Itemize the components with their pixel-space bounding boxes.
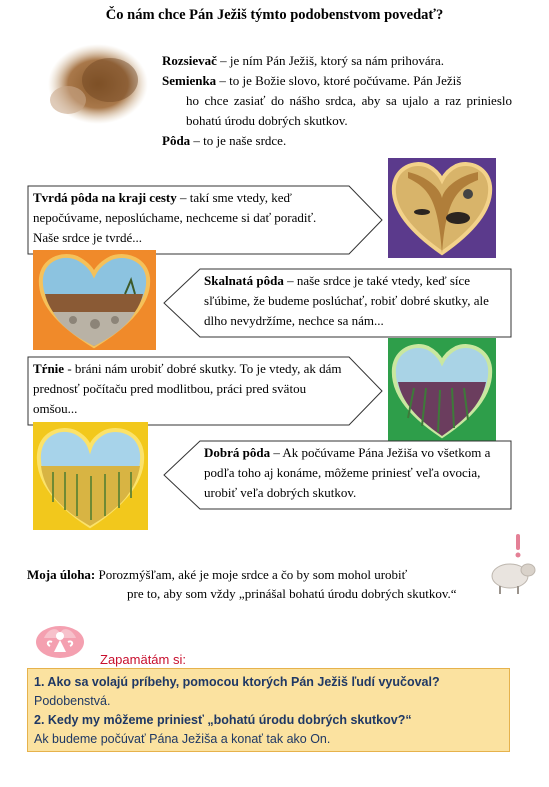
seeds-text-cont: ho chce zasiať do nášho srdca, aby sa ujalo a raz prinieslo bohatú úrodu dobrých skutkov. [186, 93, 512, 128]
sheep-icon [484, 532, 540, 596]
sower-term: Rozsievač [162, 53, 217, 68]
bubble-text: - bráni nám urobiť dobré skutky. To je vtedy, ak dám prednosť počítaču pred modlitbou, práci pred svätou omšou... [33, 361, 342, 416]
bubble-term: Skalnatá pôda [204, 273, 284, 288]
heart-rocky-soil [33, 250, 156, 350]
bubble-thorns [27, 356, 387, 426]
answer-1: Podobenstvá. [34, 694, 111, 708]
task-section [27, 565, 497, 603]
heart-thorns [388, 338, 496, 442]
page-title: Čo nám chce Pán Ježiš týmto podobenstvom povedať? [105, 7, 444, 23]
task-line2: pre to, aby som vždy „prinášal bohatú úrodu dobrých skutkov.“ [127, 586, 457, 601]
remember-box [27, 668, 510, 752]
soil-term: Pôda [162, 133, 191, 148]
answer-2: Ak budeme počúvať Pána Ježiša a konať tak ako On. [34, 732, 331, 746]
bubble-good-soil [160, 440, 512, 510]
seeds-term: Semienka [162, 73, 217, 88]
question-2: 2. Kedy my môžeme priniesť „bohatú úrodu dobrých skutkov?“ [34, 713, 412, 727]
remember-label: Zapamätám si: [100, 652, 186, 667]
bubble-rocky-soil [160, 268, 512, 338]
intro-text [162, 51, 512, 151]
seeds-image [40, 42, 148, 130]
heart-path-birds [388, 158, 496, 258]
bubble-term: Tŕnie [33, 361, 65, 376]
task-line1: Porozmýšľam, aké je moje srdce a čo by som mohol urobiť [95, 567, 408, 582]
task-label: Moja úloha: [27, 567, 96, 582]
bubble-text: – naše srdce je také vtedy, keď síce sľúbime, že budeme poslúchať, robiť dobré skutky, ale dlho nevydržíme, nechce sa nám... [204, 273, 489, 328]
question-1: 1. Ako sa volajú príbehy, pomocou ktorých Pán Ježiš ľudí vyučoval? [34, 675, 440, 689]
seeds-text: – to je Božie slovo, ktoré počúvame. Pán Ježiš [216, 73, 462, 88]
angel-badge-icon [34, 620, 86, 660]
sower-text: – je ním Pán Ježiš, ktorý sa nám prihovára. [216, 53, 444, 68]
soil-text: – to je naše srdce. [190, 133, 287, 148]
bubble-text: – Ak počúvame Pána Ježiša vo všetkom a podľa toho aj konáme, môžeme priniesť veľa ovocia, urobiť veľa dobrých skutkov. [204, 445, 491, 500]
bubble-text: – takí sme vtedy, keď nepočúvame, neposlúchame, nechceme si dať poradiť. Naše srdce je tvrdé... [33, 190, 317, 245]
bubble-term: Tvrdá pôda na kraji cesty [33, 190, 177, 205]
bubble-hard-soil [27, 185, 387, 255]
bubble-term: Dobrá pôda [204, 445, 271, 460]
heart-wheat-field [33, 422, 148, 530]
